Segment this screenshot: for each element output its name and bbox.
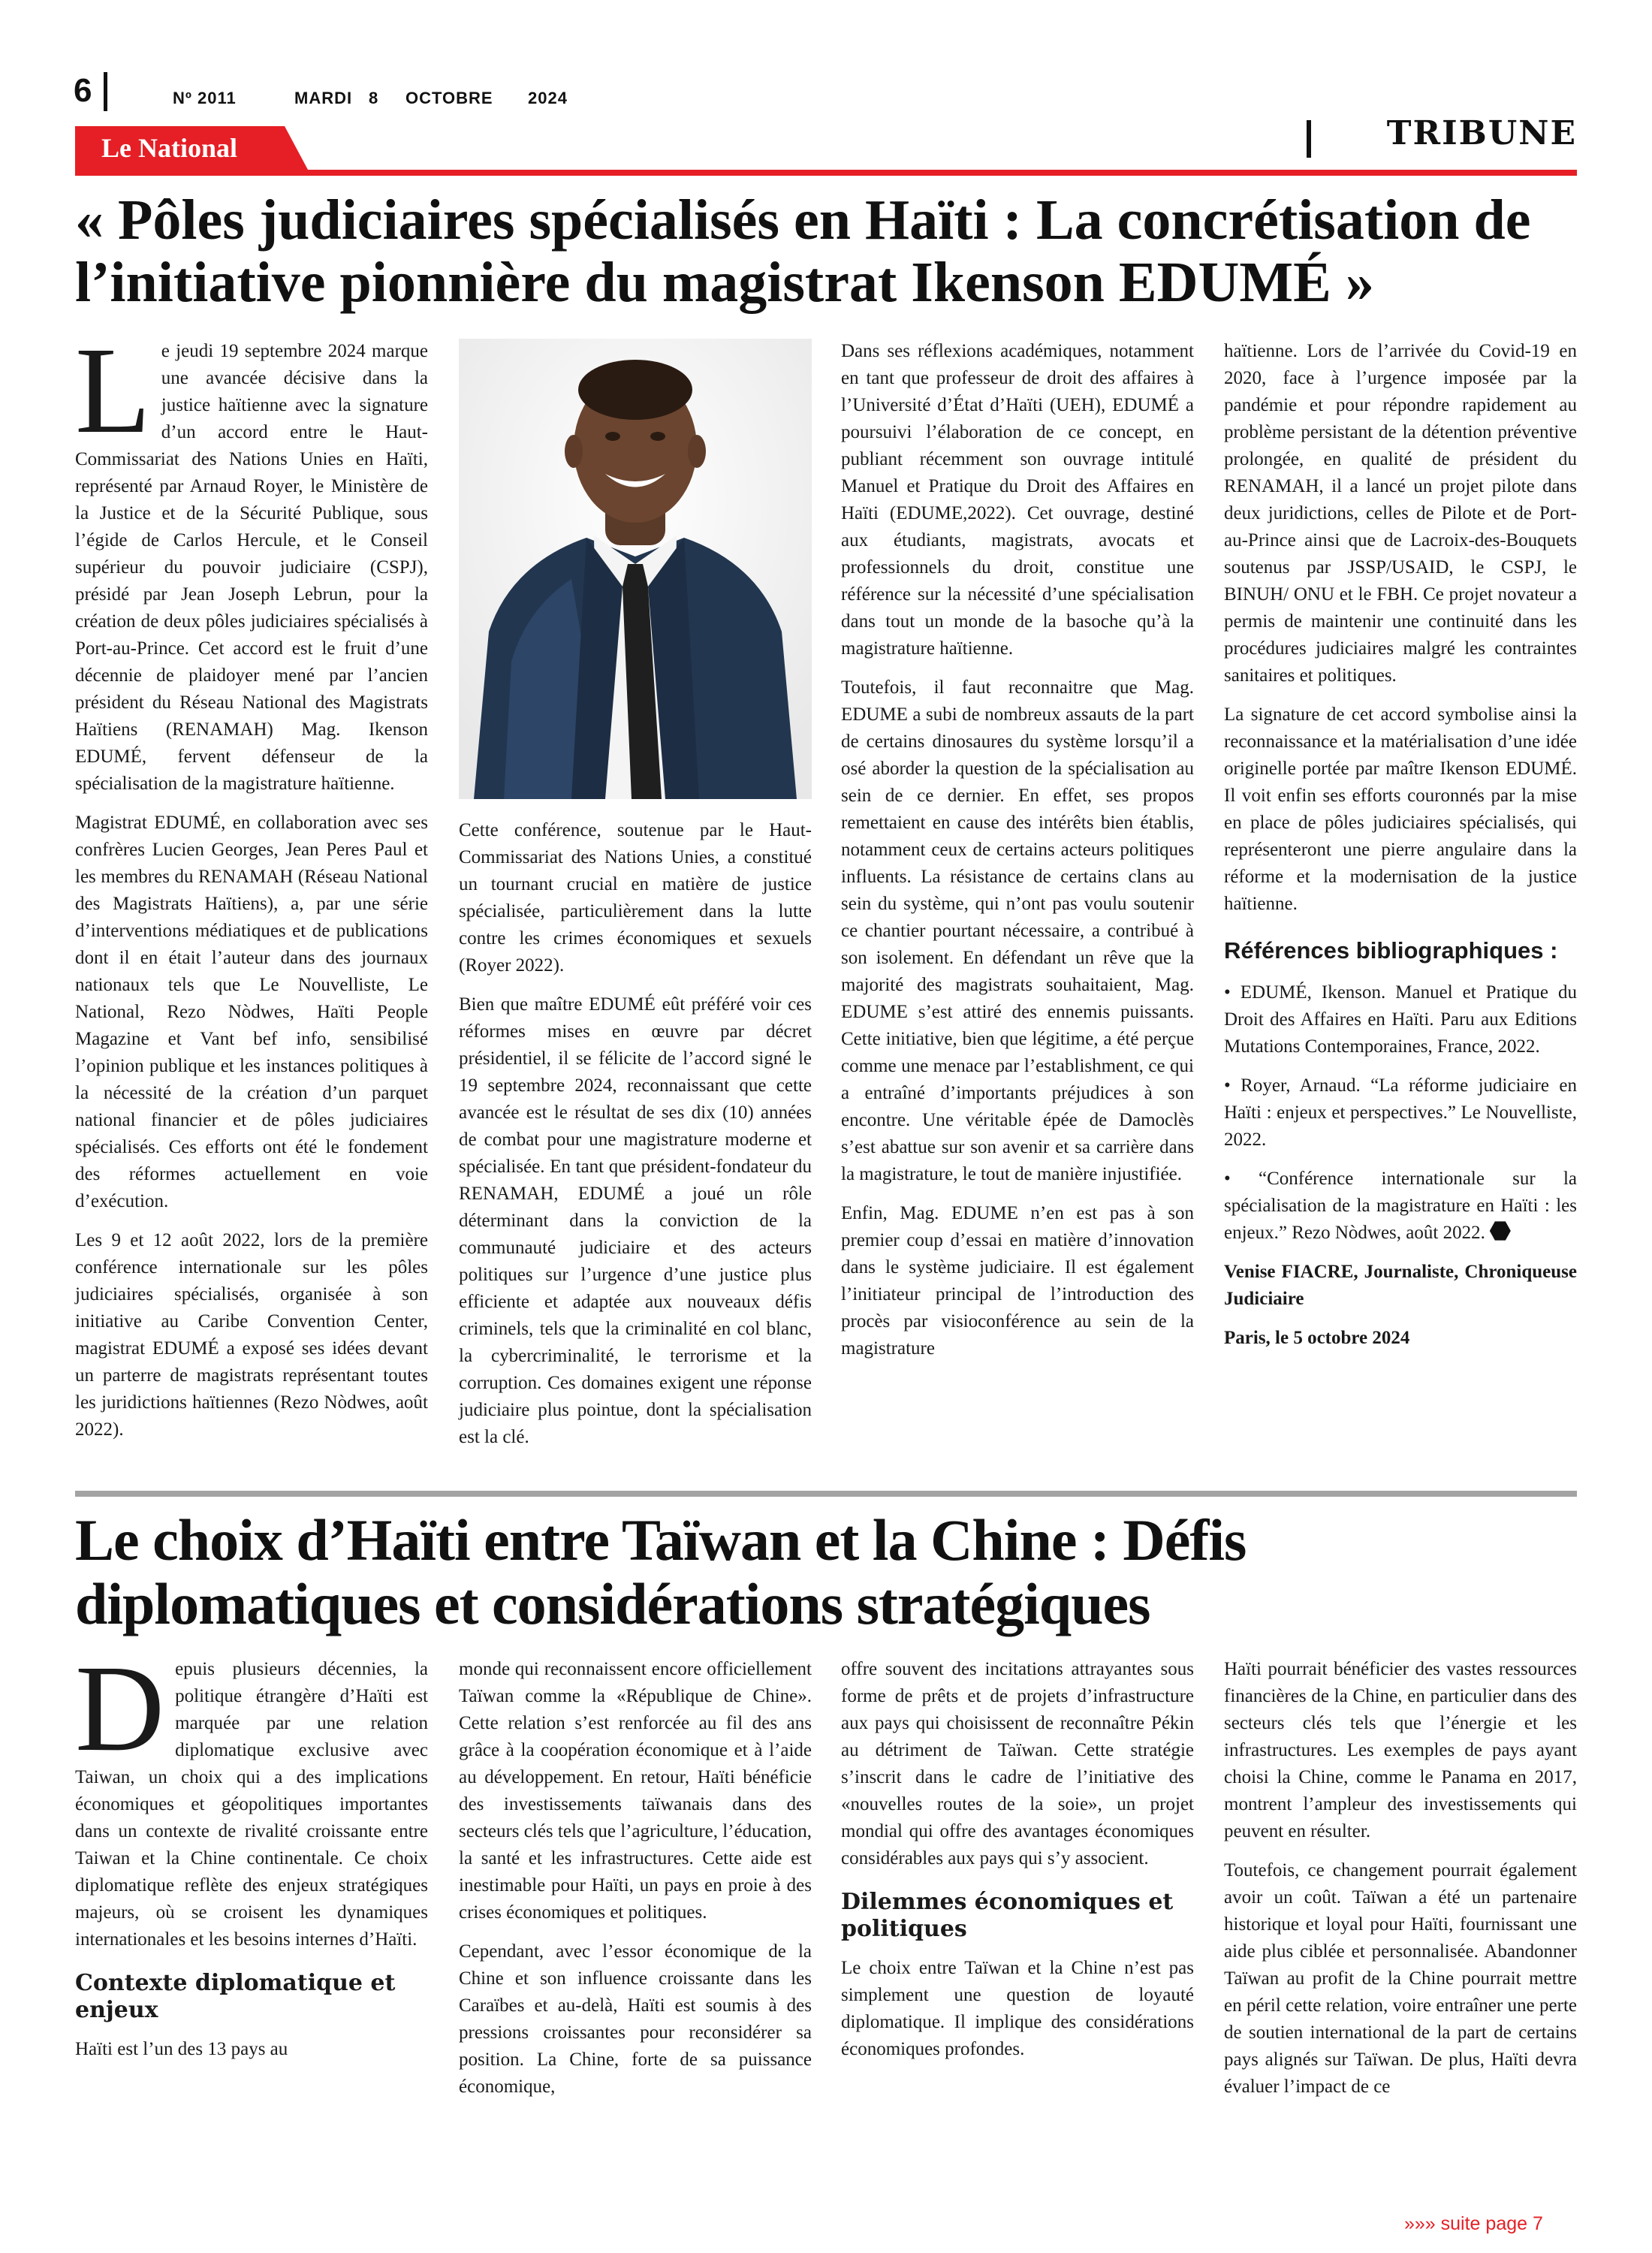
paragraph: Toutefois, il faut reconnaitre que Mag. EDUME a subi de nombreux assauts de la part de certains dinosaures du système lorsqu’il a osé aborder la question de la spécialisation au sein de ce dernier. En effet, ses propos remettaient en cause des intérêts bien établis, notamment ceux de certains acteurs politiques influents. La résistance de certains clans au sein du système, qui n’ont pas voulu soutenir ce chantier pourtant nécessaire, a contribué à son isolement. En défendant un rêve que la majorité des magistrats souhaitaient, Mag. EDUME s’est attiré des ennemis puissants. Cette initiative, bien que légitime, a été perçue comme une menace par l’establishment, ce qui a entraîné d’importants préjudices à son encontre. Une véritable épée de Damoclès s’est abattue sur son avenir et sa carrière dans la magistrature, le tout de manière injustifiée. <box>841 677 1194 1184</box>
portrait-illustration <box>459 339 812 799</box>
article1-column-2 <box>459 817 812 1463</box>
continued-on-page-link[interactable]: »»» suite page 7 <box>1404 2213 1543 2234</box>
header-divider <box>104 72 107 111</box>
paragraph: Le choix entre Taïwan et la Chine n’est pas simplement une question de loyauté diplomatique. Il implique des considérations économiques profondes. <box>841 1958 1194 2059</box>
paragraph: Toutefois, ce changement pourrait également avoir un coût. Taïwan a été un partenaire historique et loyal pour Haïti, fournissant une aide plus ciblée et personnalisée. Abandonner Taïwan au profit de la Chine pourrait mettre en péril cette relation, voire entraîner une perte de soutien international de la part de certains pays alignés sur Taïwan. De plus, Haïti devra évaluer l’impact de ce <box>1224 1860 1577 2097</box>
issue-month: OCTOBRE <box>405 89 493 107</box>
paragraph: e jeudi 19 septembre 2024 marque une avancée décisive dans la justice haïtienne avec la signature d’un accord entre le Haut-Commissariat des Nations Unies en Haïti, représenté par Arnaud Royer, le Ministère de la Justice et de la Sécurité Publique, sous l’égide de Carlos Hercule, et le Conseil supérieur du pouvoir judiciaire (CSPJ), présidé par Jean Joseph Lebrun, pour la création de deux pôles judiciaires spécialisés à Port-au-Prince. Cet accord est le fruit d’une décennie de plaidoyer mené par l’ancien président du Réseau National des Magistrats Haïtiens (RENAMAH) Mag. Ikenson EDUMÉ, fervent défenseur de la spécialisation de la magistrature haïtienne. <box>75 341 428 794</box>
article1-column-4 <box>1224 338 1577 1364</box>
paragraph: offre souvent des incitations attrayantes sous forme de prêts et de projets d’infrastructure aux pays qui choisissent de reconnaître Pékin au détriment de Taïwan. Cette stratégie s’inscrit dans le cadre de l’initiative des «nouvelles routes de la soie», un projet mondial qui offre des avantages économiques considérables aux pays qui s’y associent. <box>841 1659 1194 1868</box>
reference-item: • Royer, Arnaud. “La réforme judiciaire en Haïti : enjeux et perspectives.” Le Nouvelliste, 2022. <box>1224 1072 1577 1154</box>
brand-logo: Le National <box>101 133 238 163</box>
references-heading: Références bibliographiques : <box>1224 937 1558 964</box>
author-signature: Venise FIACRE, Journaliste, Chroniqueuse Judiciaire <box>1224 1262 1577 1309</box>
issue-year: 2024 <box>528 89 568 107</box>
issue-day: MARDI <box>294 89 353 107</box>
reference-item: • EDUMÉ, Ikenson. Manuel et Pratique du Droit des Affaires en Haïti. Paru aux Editions Mutations Contemporaines, France, 2022. <box>1224 979 1577 1060</box>
paragraph: Dans ses réflexions académiques, notamment en tant que professeur de droit des affaires à l’Université d’État d’Haïti (UEH), EDUMÉ a poursuivi l’élaboration de ce concept, en publiant récemment son ouvrage intitulé Manuel et Pratique du Droit des Affaires en Haïti (EDUME,2022). Cet ouvrage, destiné aux étudiants, magistrats, avocats et professionnels du droit, constitue une référence sur la nécessité d’une spécialisation dans tout un monde de la basoche qu’à la magistrature haïtienne. <box>841 341 1194 659</box>
article2-title: Le choix d’Haïti entre Taïwan et la Chine : Défis diplomatiques et considérations stratégiques <box>75 1507 1247 1637</box>
paragraph: La signature de cet accord symbolise ainsi la reconnaissance et la matérialisation d’une idée originelle portée par maître Ikenson EDUMÉ. Il voit enfin ses efforts couronnés par la mise en place de pôles judiciaires spécialisés, qui représenteront une pierre angulaire dans la réforme et la modernisation de la justice haïtienne. <box>1224 704 1577 914</box>
section-label: TRIBUNE <box>1386 114 1577 152</box>
paragraph: haïtienne. Lors de l’arrivée du Covid-19 en 2020, face à l’urgence imposée par la pandémie et pour répondre rapidement au problème persistant de la détention préventive prolongée, en qualité de président du RENAMAH, il a lancé un projet pilote dans deux juridictions, celles de Pilote et de Port-au-Prince ainsi que de Lacroix-des-Bouquets soutenus par JSSP/USAID, le CSPJ, le BINUH/ ONU et le FBH. Ce projet novateur a permis de maintenir une continuité dans les procédures judiciaires malgré les contraintes sanitaires et politiques. <box>1224 341 1577 686</box>
issue-number: Nº 2011 <box>173 89 237 107</box>
paragraph: Les 9 et 12 août 2022, lors de la première conférence internationale sur les pôles judiciaires spécialisés, organisée à son initiative au Caribe Convention Center, magistrat EDUMÉ a exposé ses idées devant un parterre de magistrats représentant toutes les juridictions haïtiennes (Rezo Nòdwes, août 2022). <box>75 1230 428 1440</box>
article2-column-2 <box>459 1656 812 2113</box>
subheading: Contexte diplomatique et enjeux <box>75 1970 396 2023</box>
paragraph: Bien que maître EDUMÉ eût préféré voir ces réformes mises en œuvre par décret présidentiel, il se félicite de l’accord signé le 19 septembre 2024, reconnaissant que cette avancée est le résultat de ses dix (10) années de combat pour une magistrature moderne et spécialisée. En tant que président-fondateur du RENAMAH, EDUMÉ a joué un rôle déterminant dans la conviction de la communauté judiciaire et des acteurs politiques sur l’urgence d’une justice plus efficiente et adaptée aux nouveaux défis criminels, tels que la criminalité en col blanc, la cybercriminalité, le terrorisme et la corruption. Ces domaines exigent une réponse judiciaire plus pointue, dont la spécialisation est la clé. <box>459 994 812 1447</box>
reference-item: • “Conférence internationale sur la spécialisation de la magistrature en Haïti : les enjeux.” Rezo Nòdwes, août 2022. <box>1224 1169 1577 1243</box>
article2-column-4 <box>1224 1656 1577 2113</box>
article1-title: « Pôles judiciaires spécialisés en Haïti : La concrétisation de l’initiative pionnière du magistrat Ikenson EDUMÉ » <box>75 189 1531 314</box>
paragraph: monde qui reconnaissent encore officiellement Taïwan comme la «République de Chine». Cette relation s’est renforcée au fil des ans grâce à la coopération économique et à l’aide au développement. En retour, Haïti bénéficie des investissements taïwanais dans des secteurs clés tels que l’agriculture, l’éducation, la santé et les infrastructures. Cette aide est inestimable pour Haïti, un pays en proie à des crises économiques et politiques. <box>459 1659 812 1923</box>
article2-column-1 <box>75 1639 428 2075</box>
article1-column-1 <box>75 321 428 1455</box>
article2-column-3 <box>841 1656 1194 2075</box>
paragraph: Magistrat EDUMÉ, en collaboration avec ses confrères Lucien Georges, Jean Peres Paul et les membres du RENAMAH (Réseau National des Magistrats Haïtiens), a, par une série d’interventions médiatiques et de publications dont il en était l’auteur dans des journaux nationaux tels que Le Nouvelliste, Le National, Rezo Nòdwes, Haïti People Magazine et Vant bef info, sensibilisé l’opinion publique et les instances politiques à la nécessité de la création d’un parquet national financier et de pôles judiciaires spécialisés. Ces efforts ont été le fondement des réformes actuellement en voie d’exécution. <box>75 813 428 1211</box>
article1-column-3 <box>841 338 1194 1374</box>
end-of-article-icon <box>1490 1220 1511 1241</box>
paragraph: epuis plusieurs décennies, la politique étrangère d’Haïti est marquée par une relation diplomatique exclusive avec Taiwan, un choix qui a des implications économiques et géopolitiques importantes dans un contexte de rivalité croissante entre Taiwan et la Chine continentale. Ce choix diplomatique reflète des enjeux stratégiques majeurs, où se croisent les dynamiques internationales et les besoins internes d’Haïti. <box>75 1659 428 1950</box>
paragraph: Haïti pourrait bénéficier des vastes ressources financières de la Chine, en particulier dans des secteurs clés tels que l’énergie et les infrastructures. Les exemples de pays ayant choisi la Chine, comme le Panama en 2017, montrent l’ampleur des investissements qui peuvent en résulter. <box>1224 1659 1577 1841</box>
drop-cap: D <box>75 1639 165 1777</box>
paragraph: Cependant, avec l’essor économique de la Chine et son influence croissante dans les Caraïbes et au-delà, Haïti est soumis à des pressions croissantes pour reconsidérer sa position. La Chine, forte de sa puissance économique, <box>459 1941 812 2097</box>
paragraph: Haïti est l’un des 13 pays au <box>75 2039 288 2059</box>
article-divider <box>75 1491 1577 1497</box>
author-photo <box>459 339 812 799</box>
subheading: Dilemmes économiques et politiques <box>841 1889 1174 1942</box>
paragraph: Cette conférence, soutenue par le Haut-Commissariat des Nations Unies, a constitué un tournant crucial en matière de justice spécialisée, particulièrement dans la lutte contre les crimes économiques et sexuels (Royer 2022). <box>459 820 812 976</box>
paragraph: Enfin, Mag. EDUME n’en est pas à son premier coup d’essai en matière d’innovation dans le système judiciaire. Il est également l’initiateur principal de l’introduction des procès par visioconférence au sein de la magistrature <box>841 1203 1194 1359</box>
issue-date: 8 <box>369 89 379 107</box>
header-rule <box>75 170 1577 176</box>
page-number: 6 <box>74 72 92 109</box>
drop-cap: L <box>75 321 151 459</box>
signature-place-date: Paris, le 5 octobre 2024 <box>1224 1328 1410 1348</box>
